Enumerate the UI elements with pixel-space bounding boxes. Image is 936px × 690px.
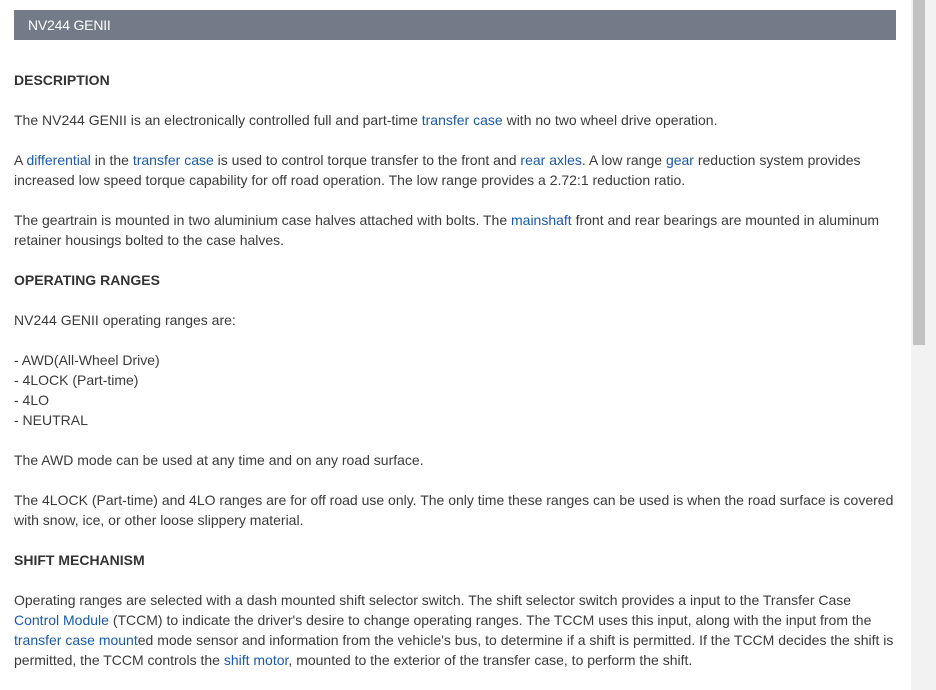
shift-mechanism-heading: SHIFT MECHANISM [14, 552, 145, 568]
list-item: - 4LO [14, 392, 50, 408]
list-item: - AWD(All-Wheel Drive) [14, 352, 160, 368]
4lock-paragraph: The 4LOCK (Part-time) and 4LO ranges are for off road use only. The only time these ranges can be used is when the road surface is covered with snow, ice, or other loose slippery material. [14, 492, 894, 528]
description-heading: DESCRIPTION [14, 72, 110, 88]
control-module-link[interactable]: Control Module [14, 612, 109, 628]
description-paragraph-1: The NV244 GENII is an electronically controlled full and part-time transfer case with no two wheel drive operation. [14, 112, 718, 128]
rear-axles-link[interactable]: rear axles [520, 152, 582, 168]
transfer-case-mount-link[interactable]: transfer case mount [14, 632, 138, 648]
operating-ranges-heading: OPERATING RANGES [14, 272, 160, 288]
transfer-case-link[interactable]: transfer case [132, 152, 214, 168]
list-item: - NEUTRAL [14, 412, 88, 428]
shift-mechanism-paragraph: Operating ranges are selected with a dash mounted shift selector switch. The shift selector switch provides a input to the Transfer Case Control Module (TCCM) to indicate the driver's desire to change operating ranges. The TCCM uses this input, along with the input from the transfer case mounted mode sensor and information from the vehicle's bus, to determine if a shift is permitted. If the TCCM decides the shift is permitted, the TCCM controls the shift motor, mounted to the exterior of the transfer case, to perform the shift. [14, 592, 894, 668]
vertical-scrollbar[interactable] [911, 0, 936, 690]
page-title: NV244 GENII [14, 10, 896, 40]
transfer-case-link[interactable]: transfer case [421, 112, 503, 128]
gear-link[interactable]: gear [665, 152, 694, 168]
description-paragraph-3: The geartrain is mounted in two aluminium case halves attached with bolts. The mainshaft front and rear bearings are mounted in aluminum retainer housings bolted to the case halves. [14, 212, 880, 248]
description-paragraph-2: A differential in the transfer case is used to control torque transfer to the front and rear axles. A low range gear reduction system provides increased low speed torque capability for off road operation. The low range provides a 2.72:1 reduction ratio. [14, 152, 861, 188]
operating-ranges-list [14, 350, 896, 430]
document-content [14, 10, 896, 670]
shift-motor-link[interactable]: shift motor [223, 652, 289, 668]
scrollbar-thumb[interactable] [913, 0, 925, 345]
list-item: - 4LOCK (Part-time) [14, 372, 139, 388]
differential-link[interactable]: differential [26, 152, 91, 168]
awd-paragraph: The AWD mode can be used at any time and on any road surface. [14, 452, 424, 468]
mainshaft-link[interactable]: mainshaft [511, 212, 572, 228]
operating-ranges-intro: NV244 GENII operating ranges are: [14, 312, 236, 328]
